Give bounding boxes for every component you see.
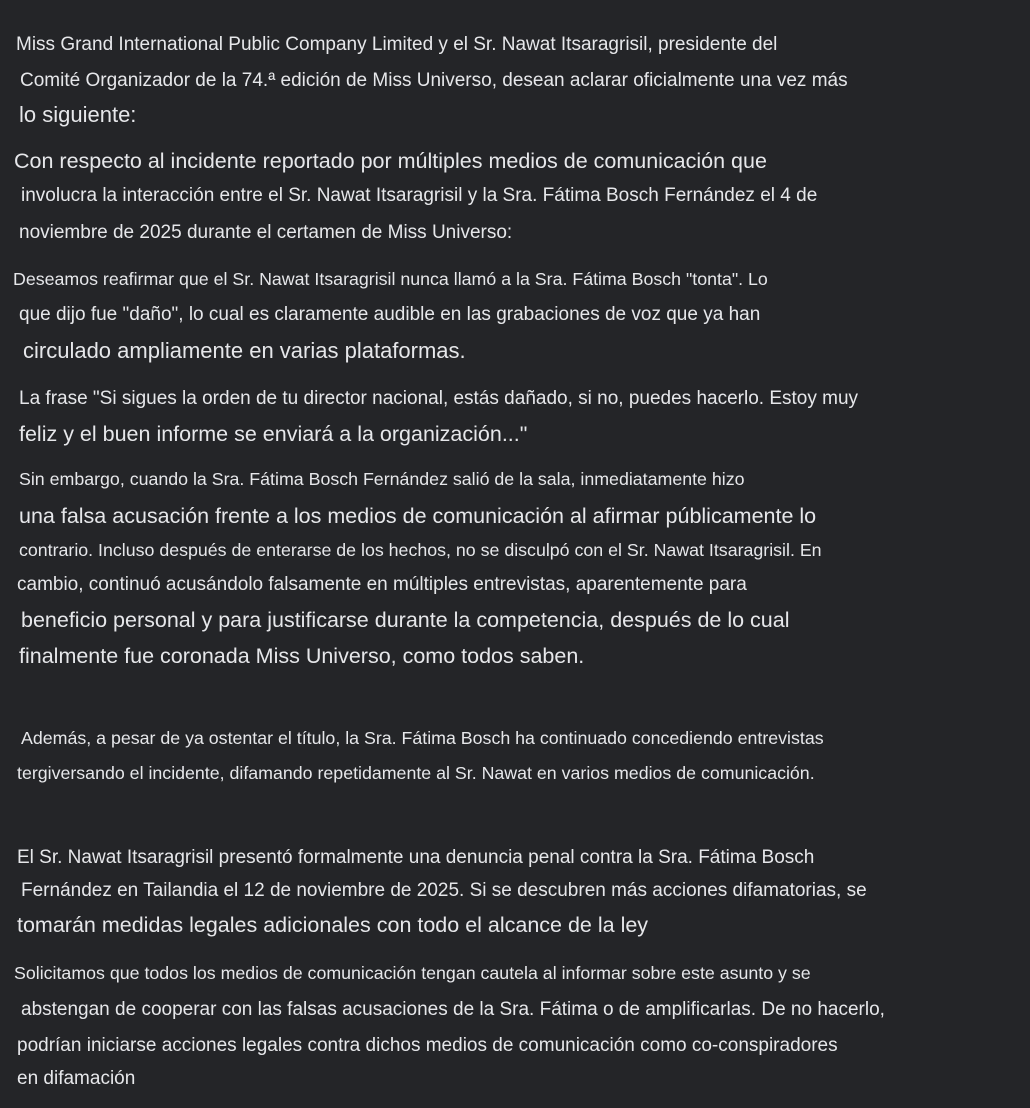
text-line: Sin embargo, cuando la Sra. Fátima Bosch Fernández salió de la sala, inmediatamente hizo: [19, 469, 745, 489]
text-line: cambio, continuó acusándolo falsamente en múltiples entrevistas, aparentemente para: [17, 574, 747, 595]
text-line: Con respecto al incidente reportado por múltiples medios de comunicación que: [14, 149, 767, 173]
text-line: lo siguiente:: [19, 102, 137, 127]
text-line: involucra la interacción entre el Sr. Nawat Itsaragrisil y la Sra. Fátima Bosch Fernández el 4 de: [21, 185, 818, 206]
text-line: feliz y el buen informe se enviará a la organización...": [19, 422, 528, 446]
text-line: Miss Grand International Public Company Limited y el Sr. Nawat Itsaragrisil, presidente del: [16, 34, 778, 55]
text-line: Fernández en Tailandia el 12 de noviembre de 2025. Si se descubren más acciones difamatorias, se: [21, 880, 867, 901]
text-line: El Sr. Nawat Itsaragrisil presentó formalmente una denuncia penal contra la Sra. Fátima Bosch: [17, 847, 815, 868]
text-line: tomarán medidas legales adicionales con todo el alcance de la ley: [17, 913, 649, 937]
text-line: tergiversando el incidente, difamando repetidamente al Sr. Nawat en varios medios de comunicación.: [17, 763, 815, 783]
text-line: Deseamos reafirmar que el Sr. Nawat Itsaragrisil nunca llamó a la Sra. Fátima Bosch "tonta". Lo: [13, 269, 768, 289]
text-line: Solicitamos que todos los medios de comunicación tengan cautela al informar sobre este asunto y se: [14, 963, 811, 983]
text-line: podrían iniciarse acciones legales contra dichos medios de comunicación como co-conspiradores: [17, 1035, 838, 1056]
text-line: finalmente fue coronada Miss Universo, como todos saben.: [19, 644, 585, 668]
text-line: Comité Organizador de la 74.ª edición de Miss Universo, desean aclarar oficialmente una vez más: [20, 70, 848, 91]
text-line: que dijo fue "daño", lo cual es claramente audible en las grabaciones de voz que ya han: [19, 304, 761, 325]
text-line: una falsa acusación frente a los medios de comunicación al afirmar públicamente lo: [19, 504, 817, 528]
text-line: contrario. Incluso después de enterarse de los hechos, no se disculpó con el Sr. Nawat Itsaragrisil. En: [19, 540, 822, 560]
text-line: circulado ampliamente en varias plataformas.: [23, 338, 466, 363]
text-line: noviembre de 2025 durante el certamen de Miss Universo:: [19, 222, 513, 243]
text-line: beneficio personal y para justificarse durante la competencia, después de lo cual: [21, 608, 790, 632]
text-line: Además, a pesar de ya ostentar el título, la Sra. Fátima Bosch ha continuado concediendo entrevistas: [21, 728, 824, 748]
text-line: en difamación: [17, 1068, 136, 1089]
text-line: abstengan de cooperar con las falsas acusaciones de la Sra. Fátima o de amplificarlas. De no hacerlo,: [21, 999, 885, 1020]
text-line: La frase "Si sigues la orden de tu director nacional, estás dañado, si no, puedes hacerlo. Estoy muy: [19, 388, 859, 409]
